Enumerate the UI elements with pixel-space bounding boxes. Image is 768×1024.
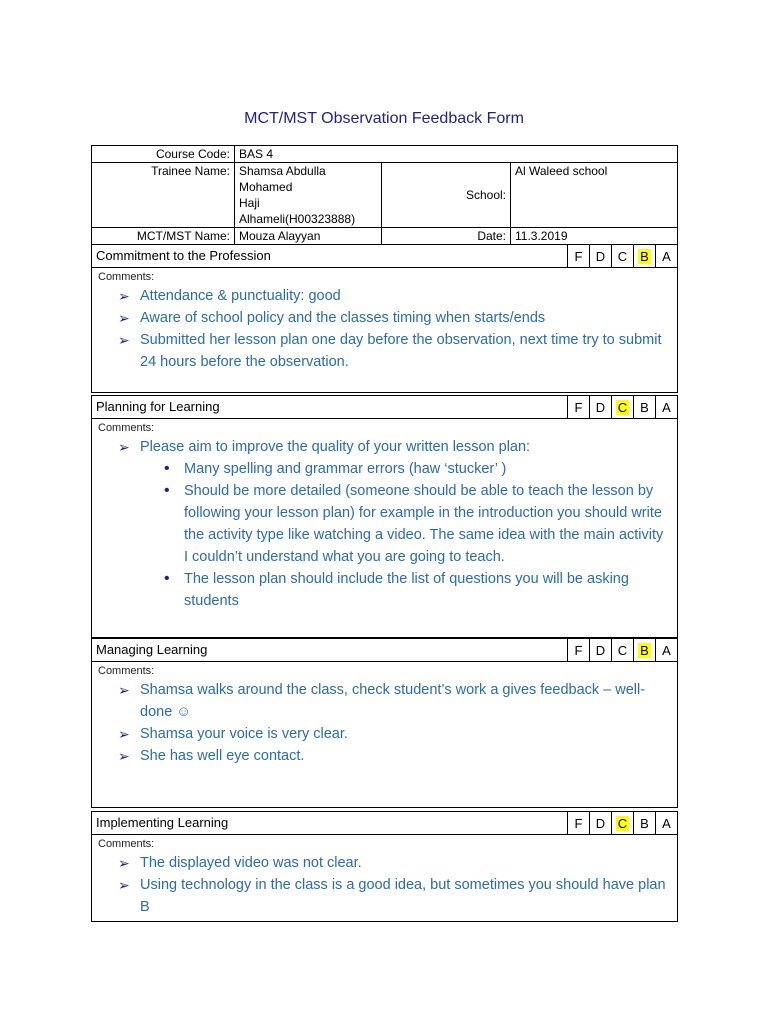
sub-comment-list xyxy=(98,458,671,612)
grade-d: D xyxy=(590,639,612,662)
grade-d: D xyxy=(590,812,612,835)
comment-item: ➢ Aware of school policy and the classes timing when starts/ends xyxy=(118,307,671,329)
sub-comment-item: • Should be more detailed (someone should be able to teach the lesson by following your lesson plan) for example in the introduction you should write the activity type like watching a video. The same idea with the main activity I couldn’t understand what you are going to teach. xyxy=(162,480,671,568)
trainee-name-line2: Haji Alhameli(H00323888) xyxy=(239,196,356,226)
comment-list xyxy=(98,852,671,918)
grade-a: A xyxy=(656,245,678,268)
comments-label: Comments: xyxy=(98,838,155,850)
date-value: 11.3.2019 xyxy=(511,228,678,245)
comments-cell xyxy=(92,268,678,393)
comment-item: ➢ Using technology in the class is a good idea, but sometimes you should have plan B xyxy=(118,874,671,918)
comment-item: ➢ She has well eye contact. xyxy=(118,745,671,767)
school-value: Al Waleed school xyxy=(511,163,678,228)
grade-f: F xyxy=(568,812,590,835)
comments-label: Comments: xyxy=(98,665,155,677)
grade-b: B xyxy=(634,245,656,268)
trainee-name-label: Trainee Name: xyxy=(92,163,235,228)
mct-name-value: Mouza Alayyan xyxy=(235,228,382,245)
date-label: Date: xyxy=(382,228,511,245)
grade-a: A xyxy=(656,396,678,419)
grade-f: F xyxy=(568,396,590,419)
school-label: School: xyxy=(382,163,511,228)
grade-f: F xyxy=(568,245,590,268)
grade-b: B xyxy=(634,812,656,835)
section-managing xyxy=(91,638,678,808)
comments-label: Comments: xyxy=(98,422,155,434)
sub-comment-item: • Many spelling and grammar errors (haw ‘stucker’ ) xyxy=(162,458,671,480)
grade-a: A xyxy=(656,812,678,835)
mct-name-label: MCT/MST Name: xyxy=(92,228,235,245)
page-title: MCT/MST Observation Feedback Form xyxy=(244,110,524,127)
comment-item: ➢ Submitted her lesson plan one day before the observation, next time try to submit 24 hours before the observation. xyxy=(118,329,671,373)
section-heading: Commitment to the Profession xyxy=(92,245,568,268)
grade-d: D xyxy=(590,396,612,419)
sub-comment-item: • The lesson plan should include the list of questions you will be asking students xyxy=(162,568,671,612)
course-code-value: BAS 4 xyxy=(235,146,678,163)
grade-b: B xyxy=(634,396,656,419)
section-commitment xyxy=(91,244,678,393)
comment-item: ➢ Please aim to improve the quality of your written lesson plan: xyxy=(118,436,671,458)
section-planning xyxy=(91,395,678,638)
section-heading: Implementing Learning xyxy=(92,812,568,835)
comments-label: Comments: xyxy=(98,271,155,283)
grade-f: F xyxy=(568,639,590,662)
section-heading: Planning for Learning xyxy=(92,396,568,419)
grade-b: B xyxy=(634,639,656,662)
section-heading: Managing Learning xyxy=(92,639,568,662)
grade-d: D xyxy=(590,245,612,268)
comment-list xyxy=(98,679,671,767)
grade-c: C xyxy=(612,639,634,662)
comment-item: ➢ The displayed video was not clear. xyxy=(118,852,671,874)
trainee-name-line1: Shamsa Abdulla Mohamed xyxy=(239,164,326,194)
comment-list xyxy=(98,436,671,458)
info-table xyxy=(91,145,678,245)
comments-cell xyxy=(92,835,678,922)
comments-cell xyxy=(92,662,678,808)
comment-item: ➢ Shamsa your voice is very clear. xyxy=(118,723,671,745)
course-code-label: Course Code: xyxy=(92,146,235,163)
comment-list xyxy=(98,285,671,373)
grade-a: A xyxy=(656,639,678,662)
section-implementing xyxy=(91,811,678,922)
grade-c: C xyxy=(612,396,634,419)
trainee-name-value xyxy=(235,163,382,228)
comment-item: ➢ Attendance & punctuality: good xyxy=(118,285,671,307)
grade-c: C xyxy=(612,812,634,835)
grade-c: C xyxy=(612,245,634,268)
comments-cell xyxy=(92,419,678,638)
comment-item: ➢ Shamsa walks around the class, check student’s work a gives feedback – well-done ☺ xyxy=(118,679,671,723)
